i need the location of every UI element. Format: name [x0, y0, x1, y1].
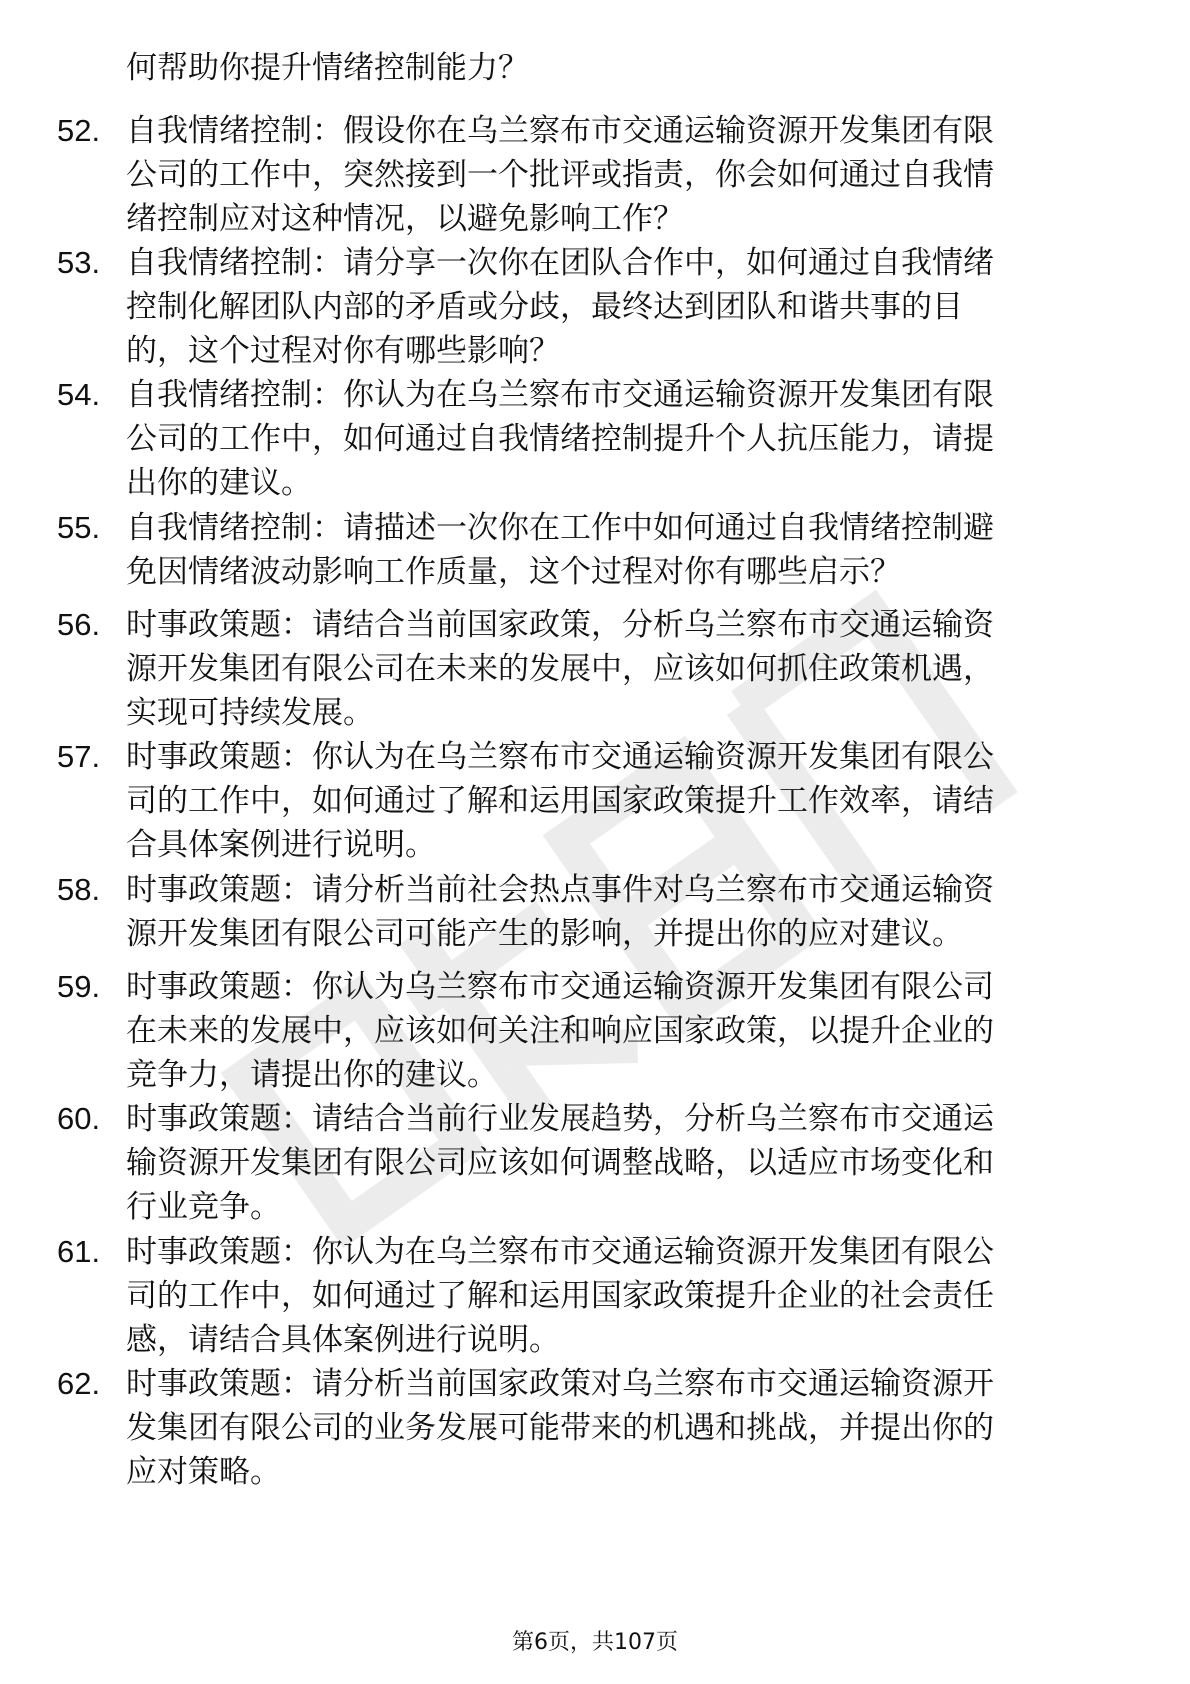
question-number: 57.: [57, 739, 101, 774]
question-number: 52.: [57, 113, 101, 148]
question-text: 自我情绪控制：你认为在乌兰察布市交通运输资源开发集团有限 公司的工作中，如何通过自我情绪控制提升个人抗压能力，请提 出你的建议。: [126, 377, 994, 501]
question-text: 时事政策题：请分析当前国家政策对乌兰察布市交通运输资源开 发集团有限公司的业务发展可能带来的机遇和挑战，并提出你的 应对策略。: [126, 1366, 994, 1490]
question-number: 59.: [57, 969, 101, 1004]
page-footer: 第6页，共107页: [512, 1630, 678, 1655]
question-text: 自我情绪控制：假设你在乌兰察布市交通运输资源开发集团有限 公司的工作中，突然接到一个批评或指责，你会如何通过自我情 绪控制应对这种情况，以避免影响工作？: [126, 113, 994, 237]
question-text: 时事政策题：请结合当前国家政策，分析乌兰察布市交通运输资 源开发集团有限公司在未来的发展中，应该如何抓住政策机遇， 实现可持续发展。: [126, 607, 994, 731]
question-text: 时事政策题：你认为在乌兰察布市交通运输资源开发集团有限公 司的工作中，如何通过了解和运用国家政策提升企业的社会责任 感，请结合具体案例进行说明。: [126, 1234, 994, 1358]
question-number: 60.: [57, 1101, 101, 1136]
question-number: 54.: [57, 377, 101, 412]
question-number: 58.: [57, 872, 101, 907]
question-text: 时事政策题：你认为乌兰察布市交通运输资源开发集团有限公司 在未来的发展中，应该如何关注和响应国家政策，以提升企业的 竞争力，请提出你的建议。: [126, 969, 994, 1093]
question-number: 56.: [57, 607, 101, 642]
question-number: 61.: [57, 1234, 101, 1269]
question-number: 55.: [57, 510, 101, 545]
continuation-text: 何帮助你提升情绪控制能力？: [126, 50, 529, 86]
question-text: 自我情绪控制：请描述一次你在工作中如何通过自我情绪控制避 免因情绪波动影响工作质量，这个过程对你有哪些启示？: [126, 510, 994, 590]
question-number: 62.: [57, 1366, 101, 1401]
question-text: 自我情绪控制：请分享一次你在团队合作中，如何通过自我情绪 控制化解团队内部的矛盾或分歧，最终达到团队和谐共事的目 的，这个过程对你有哪些影响？: [126, 245, 994, 369]
question-text: 时事政策题：请结合当前行业发展趋势，分析乌兰察布市交通运 输资源开发集团有限公司应该如何调整战略，以适应市场变化和 行业竞争。: [126, 1101, 994, 1225]
question-number: 53.: [57, 245, 101, 280]
question-text: 时事政策题：请分析当前社会热点事件对乌兰察布市交通运输资 源开发集团有限公司可能产生的影响，并提出你的应对建议。: [126, 872, 994, 952]
question-text: 时事政策题：你认为在乌兰察布市交通运输资源开发集团有限公 司的工作中，如何通过了解和运用国家政策提升工作效率，请结 合具体案例进行说明。: [126, 739, 994, 863]
